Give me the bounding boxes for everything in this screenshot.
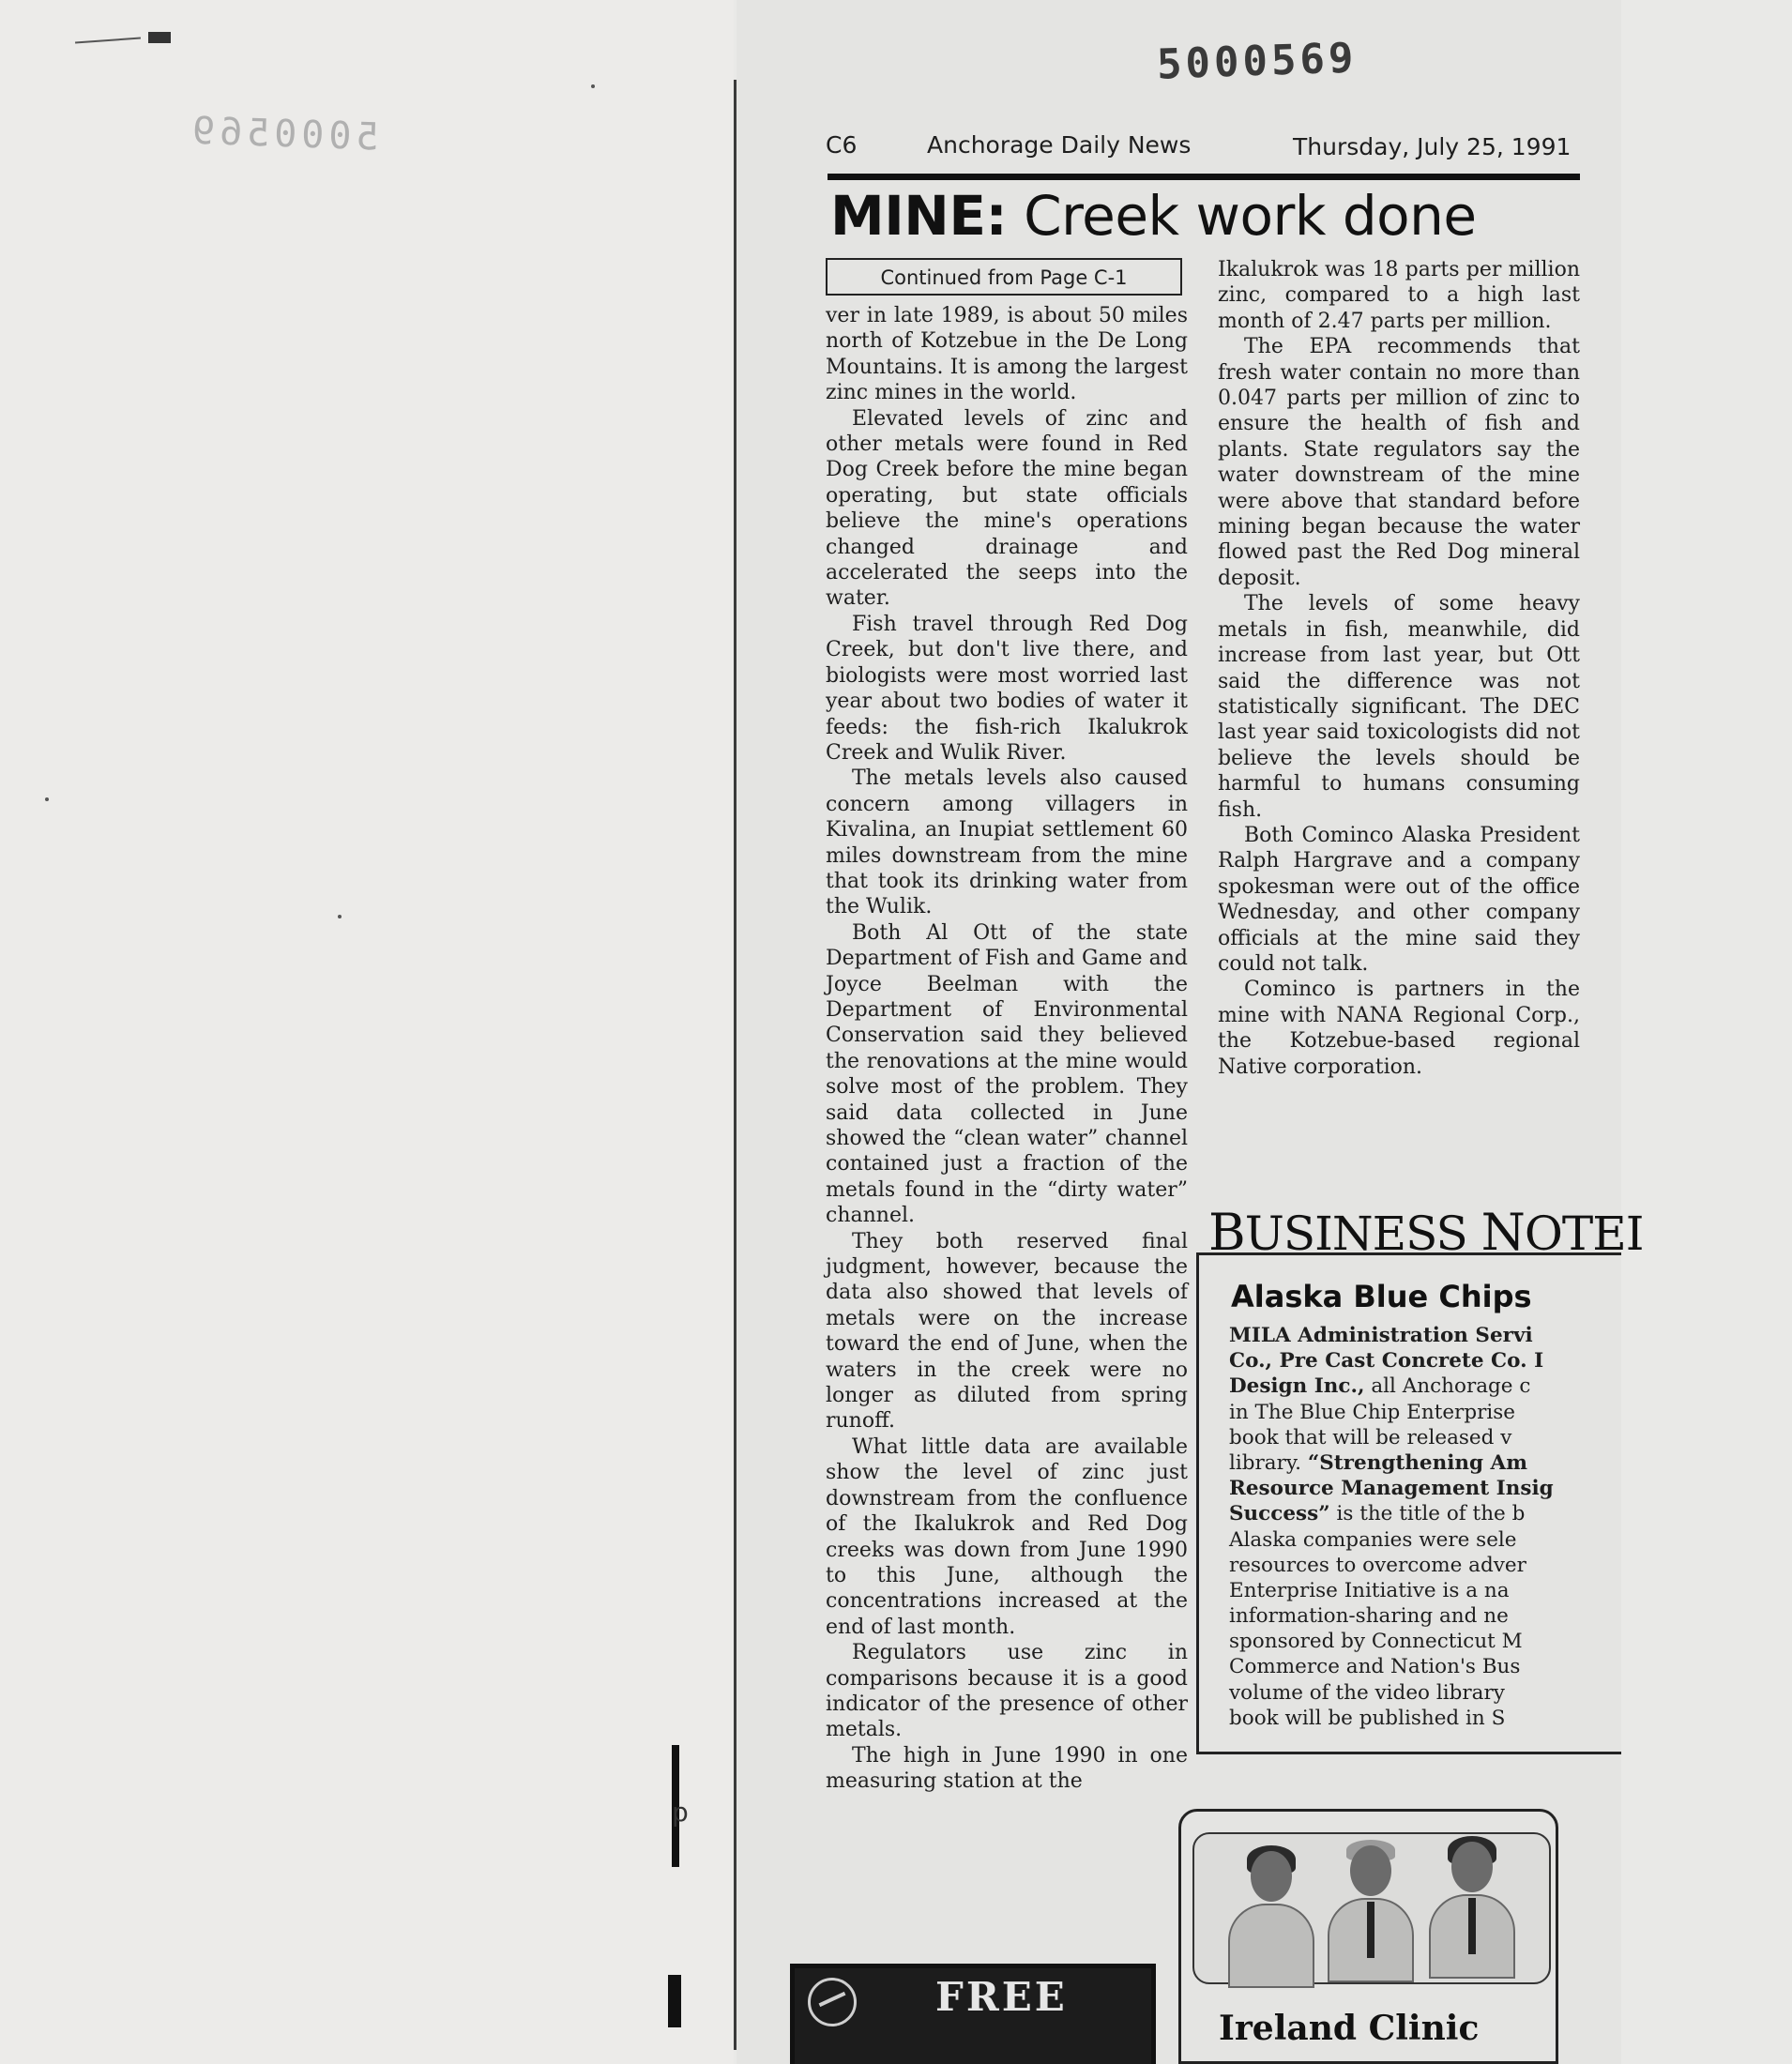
title-part: USINESS [1244,1207,1481,1261]
bold-text: MILA Administration Servi [1229,1324,1533,1347]
business-notes-line [1229,1527,1792,1553]
group-photo [1192,1832,1551,1984]
document-number-stamp: 5000569 [1156,34,1359,89]
paragraph: What little data are available show the level of zinc just downstream from the confluence of the Ikalukrok and Red Dog creeks was down from June 1990 to this June, although the concentrations increased at the end of last month. [826,1434,1188,1639]
headline [830,184,1477,248]
business-notes-line [1229,1348,1792,1373]
text: resources to overcome adver [1229,1553,1526,1577]
business-notes-line [1229,1578,1792,1603]
business-notes-line [1229,1706,1792,1731]
article-column-1 [826,303,1188,1795]
text: book will be published in S [1229,1706,1506,1730]
paragraph: The EPA recommends that fresh water contain no more than 0.047 parts per million of zinc to ensure the health of fish and plants. State regulators say the water downstream of the mine were above that standard before mining began because the water flowed past the Red Dog mineral deposit. [1218,335,1580,590]
business-notes-line [1229,1373,1792,1399]
headline-title: Creek work done [1024,184,1477,248]
title-initial: N [1481,1203,1525,1262]
bold-text: “Strengthening Am [1307,1450,1527,1475]
paragraph: They both reserved final judgment, however, because the data also showed that levels of metals were on the increase toward the end of June, when the waters in the creek were no longer as diluted from spring runoff. [826,1229,1188,1434]
business-notes-line [1229,1476,1792,1501]
business-notes-line [1229,1400,1792,1425]
person-figure [1328,1845,1414,1982]
bold-text: Resource Management Insig [1229,1477,1554,1501]
paragraph: Both Al Ott of the state Department of Fish and Game and Joyce Beelman with the Department of Environmental Conservation said they believed the renovations at the mine would solve most of the problem. They said data collected in June showed the “clean water” channel contained just a fraction of the metals found in the “dirty water” channel. [826,920,1188,1228]
article-column-2 [1218,257,1580,1080]
title-part: OTEI [1524,1207,1644,1261]
business-notes-line [1229,1425,1792,1450]
scratch-mark [75,36,178,41]
paragraph: ver in late 1989, is about 50 miles north of Kotzebue in the De Long Mountains. It is among the largest zinc mines in the world. [826,304,1188,405]
section-number: C6 [826,131,858,159]
person-figure [1429,1842,1515,1982]
text: book that will be released v [1229,1425,1512,1449]
text: library. [1229,1450,1308,1475]
text: is the title of the b [1329,1502,1526,1526]
business-notes-line [1229,1553,1792,1578]
text: all Anchorage c [1364,1374,1531,1399]
paragraph: Both Cominco Alaska President Ralph Hargrave and a company spokesman were out of the office Wednesday, and other company officials at the mine said they could not talk. [1218,823,1580,976]
bold-text: Co., Pre Cast Concrete Co. I [1229,1349,1544,1373]
paragraph: Ikalukrok was 18 parts per million zinc, compared to a high last month of 2.47 parts per million. [1218,258,1580,333]
header-rule [828,174,1580,180]
paragraph: Fish travel through Red Dog Creek, but don't live there, and biologists were most worried last year about two bodies of water it feeds: the fish-rich Ikalukrok Creek and Wulik River. [826,612,1188,765]
business-notes-line [1229,1654,1792,1679]
paragraph: Elevated levels of zinc and other metals were found in Red Dog Creek before the mine began operating, but state officials believe the mine's operations changed drainage and accelerated the seeps into the water. [826,406,1188,611]
paragraph: Cominco is partners in the mine with NANA Regional Corp., the Kotzebue-based regional Native corporation. [1218,978,1580,1079]
text: sponsored by Connecticut M [1229,1630,1523,1654]
business-notes-line [1229,1323,1792,1348]
business-notes-line [1229,1501,1792,1526]
business-notes-line [1229,1603,1792,1629]
paragraph: The levels of some heavy metals in fish, meanwhile, did increase from last year, but Ott said the difference was not statistically significant. The DEC last year said toxicologists did not believe the levels should be harmful to humans consuming fish. [1218,592,1580,822]
business-notes-line [1229,1680,1792,1706]
paragraph: Regulators use zinc in comparisons because it is a good indicator of the presence of other metals. [826,1641,1188,1742]
paragraph: The high in June 1990 in one measuring station at the [826,1743,1188,1794]
mirrored-stamp-bleedthrough: 5000569 [187,109,380,159]
business-notes-text [1229,1323,1792,1731]
paragraph: The metals levels also caused concern among villagers in Kivalina, an Inupiat settlement 60 miles downstream from the mine that took its drinking water from the Wulik. [826,766,1188,919]
text: information-sharing and ne [1229,1604,1509,1629]
speck [45,797,49,801]
speck [338,915,342,918]
text: volume of the video library [1229,1680,1505,1705]
newspaper-name: Anchorage Daily News [927,131,1192,159]
business-notes-heading: Alaska Blue Chips [1231,1279,1532,1314]
title-initial: B [1208,1203,1245,1262]
bold-text: Design Inc., [1229,1374,1365,1399]
issue-date: Thursday, July 25, 1991 [1293,133,1572,160]
continued-from-box: Continued from Page C-1 [826,258,1182,296]
business-notes-line [1229,1629,1792,1654]
advertisement [790,1964,1156,2064]
business-notes-box [1196,1252,1621,1754]
ad-text: FREE [935,1974,1068,2020]
globe-icon [808,1978,857,2026]
business-notes-line [1229,1450,1792,1476]
text: Enterprise Initiative is a na [1229,1578,1510,1602]
left-page-blank [0,0,734,2064]
margin-bar [668,1975,681,2027]
headline-kicker: MINE: [830,184,1008,248]
speck [591,84,595,88]
person-figure [1228,1851,1314,1982]
text: Commerce and Nation's Bus [1229,1655,1521,1679]
photo-caption: Ireland Clinic [1219,2009,1480,2048]
margin-letter: p [672,1797,689,1828]
bold-text: Success” [1229,1502,1330,1526]
text: in The Blue Chip Enterprise [1229,1400,1516,1424]
text: Alaska companies were sele [1229,1527,1517,1552]
photo-box [1178,1809,1558,2064]
